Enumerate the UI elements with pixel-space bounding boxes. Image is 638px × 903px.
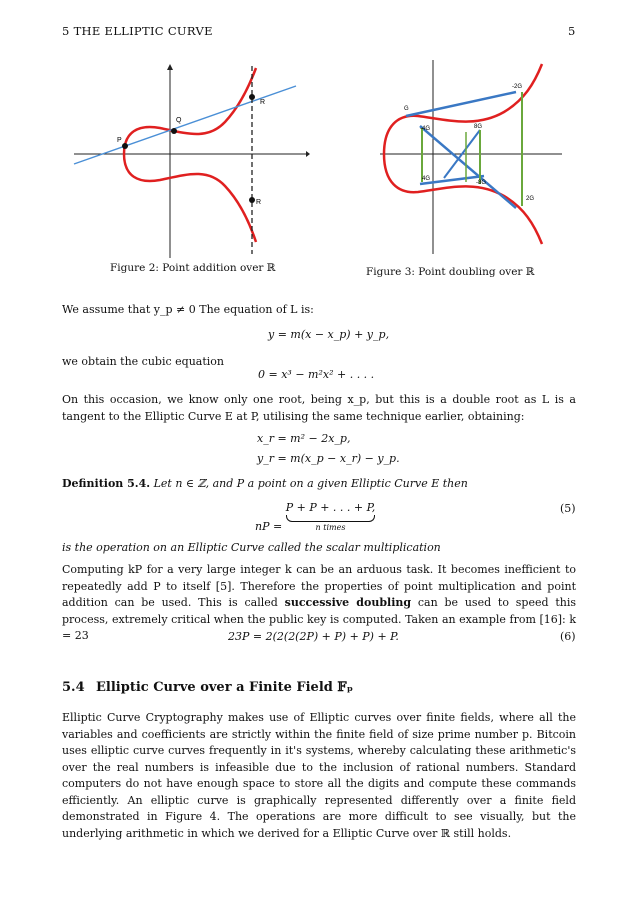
paragraph-cubic: we obtain the cubic equation <box>62 355 224 368</box>
label-tangent: TANGENT <box>451 95 471 104</box>
x-axis-arrow-icon <box>306 151 310 157</box>
underbrace-label: n times <box>315 523 346 532</box>
y-axis-arrow-icon <box>167 64 173 70</box>
equation-number-6: (6) <box>560 630 576 643</box>
label-2G: 2G <box>526 196 535 202</box>
paragraph-assumption: We assume that y_p ≠ 0 The equation of L is: <box>62 303 314 316</box>
label-minus-2G: -2G <box>512 84 523 90</box>
doubling-line-1 <box>420 126 516 208</box>
equation-lhs: nP = <box>255 520 283 533</box>
curve-upper-branch <box>124 68 256 154</box>
equation-line: y = m(x − x_p) + y_p, <box>268 328 390 341</box>
equation-yr: y_r = m(x_p − x_r) − y_p. <box>257 452 400 465</box>
definition-5-4 <box>62 476 576 493</box>
equation-cubic: 0 = x³ − m²x² + . . . . <box>258 368 375 381</box>
figure-3-point-doubling <box>376 56 566 256</box>
equation-xr: x_r = m² − 2x_p, <box>257 432 351 445</box>
paragraph-part-c: can be used to speed this process, extremely critical when the public key is computed. Taken an example from [16]: k = 23 <box>62 596 576 642</box>
curve-lower-branch <box>124 154 256 242</box>
underbrace <box>286 515 376 522</box>
figure-2-point-addition <box>70 62 310 262</box>
equation-scalar-mult <box>255 501 375 533</box>
point-P <box>122 143 128 149</box>
page-number: 5 <box>568 24 576 38</box>
curve-lower-branch <box>384 154 542 244</box>
label-R: R <box>256 199 262 206</box>
label-minus-4G: -4G <box>420 126 431 132</box>
label-8G: 8G <box>474 124 483 130</box>
paragraph-finite-field: Elliptic Curve Cryptography makes use of Elliptic curves over finite fields, where all the variables and coefficients are strictly within the finite field of size prime number p. Bitcoin uses elliptic curve curves frequently in it's systems, whereby calculating these arithmetic's over the real numbers is infeasible due to the inclusion of rational numbers. Standard computers do not have enough space to store all the digits and compute these commands efficiently. An elliptic curve is graphically represented differently over a finite field demonstrated in Figure 4. The operations are more difficult to see visually, but the underlying arithmetic in which we derived for a Elliptic Curve over ℝ still holds. <box>62 711 576 840</box>
definition-label: Definition 5.4. <box>62 477 151 490</box>
label-Q: Q <box>176 117 182 124</box>
paragraph-part-a: Computing kP for a very large integer k can be an arduous task. It becomes inefficient to repeatedly add P to itself [5]. Therefore the properties of point multiplication and point addition can be used. This is called <box>62 563 576 609</box>
running-header-title: 5 THE ELLIPTIC CURVE <box>62 24 213 38</box>
definition-after: is the operation on an Elliptic Curve called the scalar multiplication <box>62 541 441 554</box>
figure-2-caption: Figure 2: Point addition over ℝ <box>110 262 276 274</box>
label-4G: 4G <box>422 176 431 182</box>
point-R <box>249 197 255 203</box>
definition-text: Let n ∈ ℤ, and P a point on a given Elliptic Curve E then <box>153 477 468 490</box>
equation-sum <box>286 501 376 532</box>
section-number: 5.4 <box>62 680 85 695</box>
label-minus-8G: -8G <box>476 180 487 186</box>
figure-3-caption: Figure 3: Point doubling over ℝ <box>366 266 535 278</box>
equation-sum-terms: P + P + . . . + P, <box>285 501 376 514</box>
label-G: G <box>404 106 409 112</box>
secant-line <box>74 86 296 164</box>
point-minus-R <box>249 94 255 100</box>
label-minus-R: R <box>260 99 266 106</box>
paragraph-double-root: On this occasion, we know only one root, being x_p, but this is a double root as L is a tangent to the Elliptic Curve E at P, utilising the same technique earlier, obtaining: <box>62 393 576 423</box>
point-Q <box>171 128 177 134</box>
successive-doubling-term: successive doubling <box>284 596 412 609</box>
equation-23P: 23P = 2(2(2(2P) + P) + P) + P. <box>228 630 399 643</box>
tangent-line <box>406 92 516 116</box>
section-title: Elliptic Curve over a Finite Field 𝔽ₚ <box>96 680 354 695</box>
equation-number-5: (5) <box>560 502 576 515</box>
label-P: P <box>117 137 122 144</box>
